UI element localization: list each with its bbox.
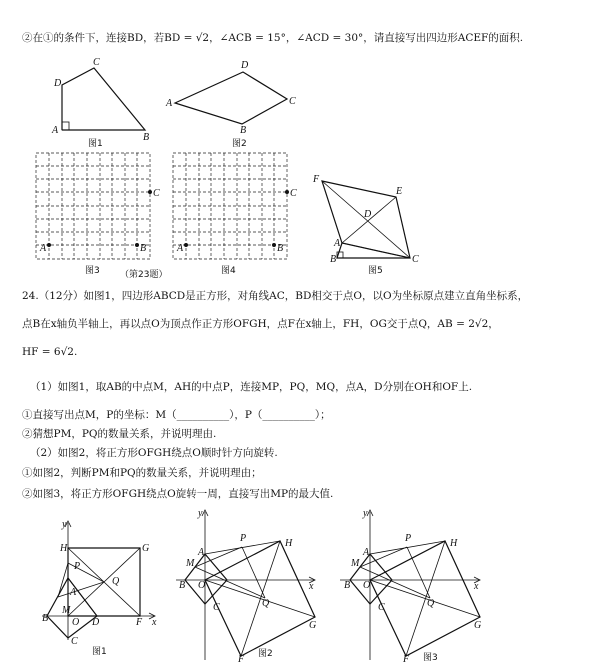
label-G: G (474, 620, 482, 631)
figure-24-2 (176, 508, 316, 665)
label-C: C (213, 602, 220, 613)
label-F: F (403, 654, 410, 665)
label-A: A (177, 243, 184, 254)
label-D: D (241, 60, 249, 71)
label-O: O (363, 580, 371, 591)
label-D: D (54, 78, 62, 89)
p24-header: 24.（12分）如图1，四边形ABCD是正方形，对角线AC，BD相交于点O，以O为坐标原点建立直角坐标系， (22, 290, 529, 302)
label-C: C (71, 636, 78, 647)
label-G: G (309, 620, 317, 631)
label-B: B (240, 125, 247, 136)
label-H: H (285, 538, 293, 549)
label-Q: Q (427, 598, 435, 609)
caption-fig2: 图2 (258, 649, 273, 659)
label-F: F (136, 617, 143, 628)
label-x: x (152, 617, 157, 628)
label-M: M (62, 605, 71, 616)
p24-line3: HF = 6√2. (22, 346, 78, 358)
label-x: x (474, 581, 479, 592)
label-y: y (62, 519, 67, 530)
label-C: C (93, 57, 100, 68)
p24-line2: 点B在x轴负半轴上，再以点O为顶点作正方形OFGH，点F在x轴上，FH，OG交于点Q，AB = 2√2， (22, 318, 499, 330)
label-Q: Q (112, 576, 120, 587)
label-A: A (198, 547, 205, 558)
label-P: P (405, 533, 412, 544)
p24-q2: （2）如图2，将正方形OFGH绕点O顺时针方向旋转. (30, 447, 278, 459)
label-C: C (412, 254, 419, 265)
label-C: C (290, 188, 297, 199)
caption-fig2: 图2 (232, 139, 247, 149)
label-A: A (70, 587, 77, 598)
label-O: O (198, 580, 206, 591)
label-x: x (309, 581, 314, 592)
label-M: M (186, 558, 195, 569)
label-P: P (74, 561, 81, 572)
p23-part2: ②在①的条件下，连接BD，若BD = √2，∠ACB = 15°，∠ACD = 30°，请直接写出四边形ACEF的面积. (22, 32, 524, 44)
p24-q1b: ②猜想PM，PQ的数量关系，并说明理由. (22, 428, 217, 440)
label-E: E (396, 186, 403, 197)
caption-problem23: （第23题） (120, 270, 168, 280)
caption-fig3: 图3 (423, 653, 438, 663)
caption-fig3: 图3 (85, 266, 100, 276)
label-D: D (92, 617, 100, 628)
label-B: B (330, 254, 337, 265)
label-A: A (334, 238, 341, 249)
p24-q1a: ①直接写出点M，P的坐标：M（__________），P（__________）； (22, 409, 331, 421)
label-H: H (60, 543, 68, 554)
label-O: O (72, 617, 80, 628)
label-M: M (351, 558, 360, 569)
label-B: B (277, 243, 284, 254)
label-A: A (40, 243, 47, 254)
label-G: G (142, 543, 150, 554)
label-Q: Q (262, 598, 270, 609)
caption-fig4: 图4 (221, 266, 236, 276)
label-B: B (344, 580, 351, 591)
label-y: y (198, 508, 203, 519)
label-H: H (450, 538, 458, 549)
label-y: y (363, 508, 368, 519)
p24-q2b: ②如图3，将正方形OFGH绕点O旋转一周，直接写出MP的最大值. (22, 488, 334, 500)
label-B: B (179, 580, 186, 591)
label-C: C (378, 602, 385, 613)
label-F: F (238, 654, 245, 665)
label-D: D (364, 209, 372, 220)
label-A: A (363, 547, 370, 558)
figure-24-1 (42, 519, 157, 657)
label-B: B (42, 613, 49, 624)
label-C: C (153, 188, 160, 199)
p24-q2a: ①如图2，判断PM和PQ的数量关系，并说明理由； (22, 467, 262, 479)
caption-fig1: 图1 (92, 647, 107, 657)
label-A: A (166, 98, 173, 109)
label-B: B (140, 243, 147, 254)
caption-fig5: 图5 (368, 266, 383, 276)
label-C: C (289, 96, 296, 107)
label-A: A (52, 125, 59, 136)
caption-fig1: 图1 (88, 139, 103, 149)
label-B: B (143, 132, 150, 143)
label-P: P (240, 533, 247, 544)
label-F: F (313, 174, 320, 185)
p24-q1: （1）如图1，取AB的中点M，AH的中点P，连接MP，PQ，MQ，点A，D分别在OH和OF上. (30, 381, 473, 393)
figure-24-3 (340, 508, 481, 665)
